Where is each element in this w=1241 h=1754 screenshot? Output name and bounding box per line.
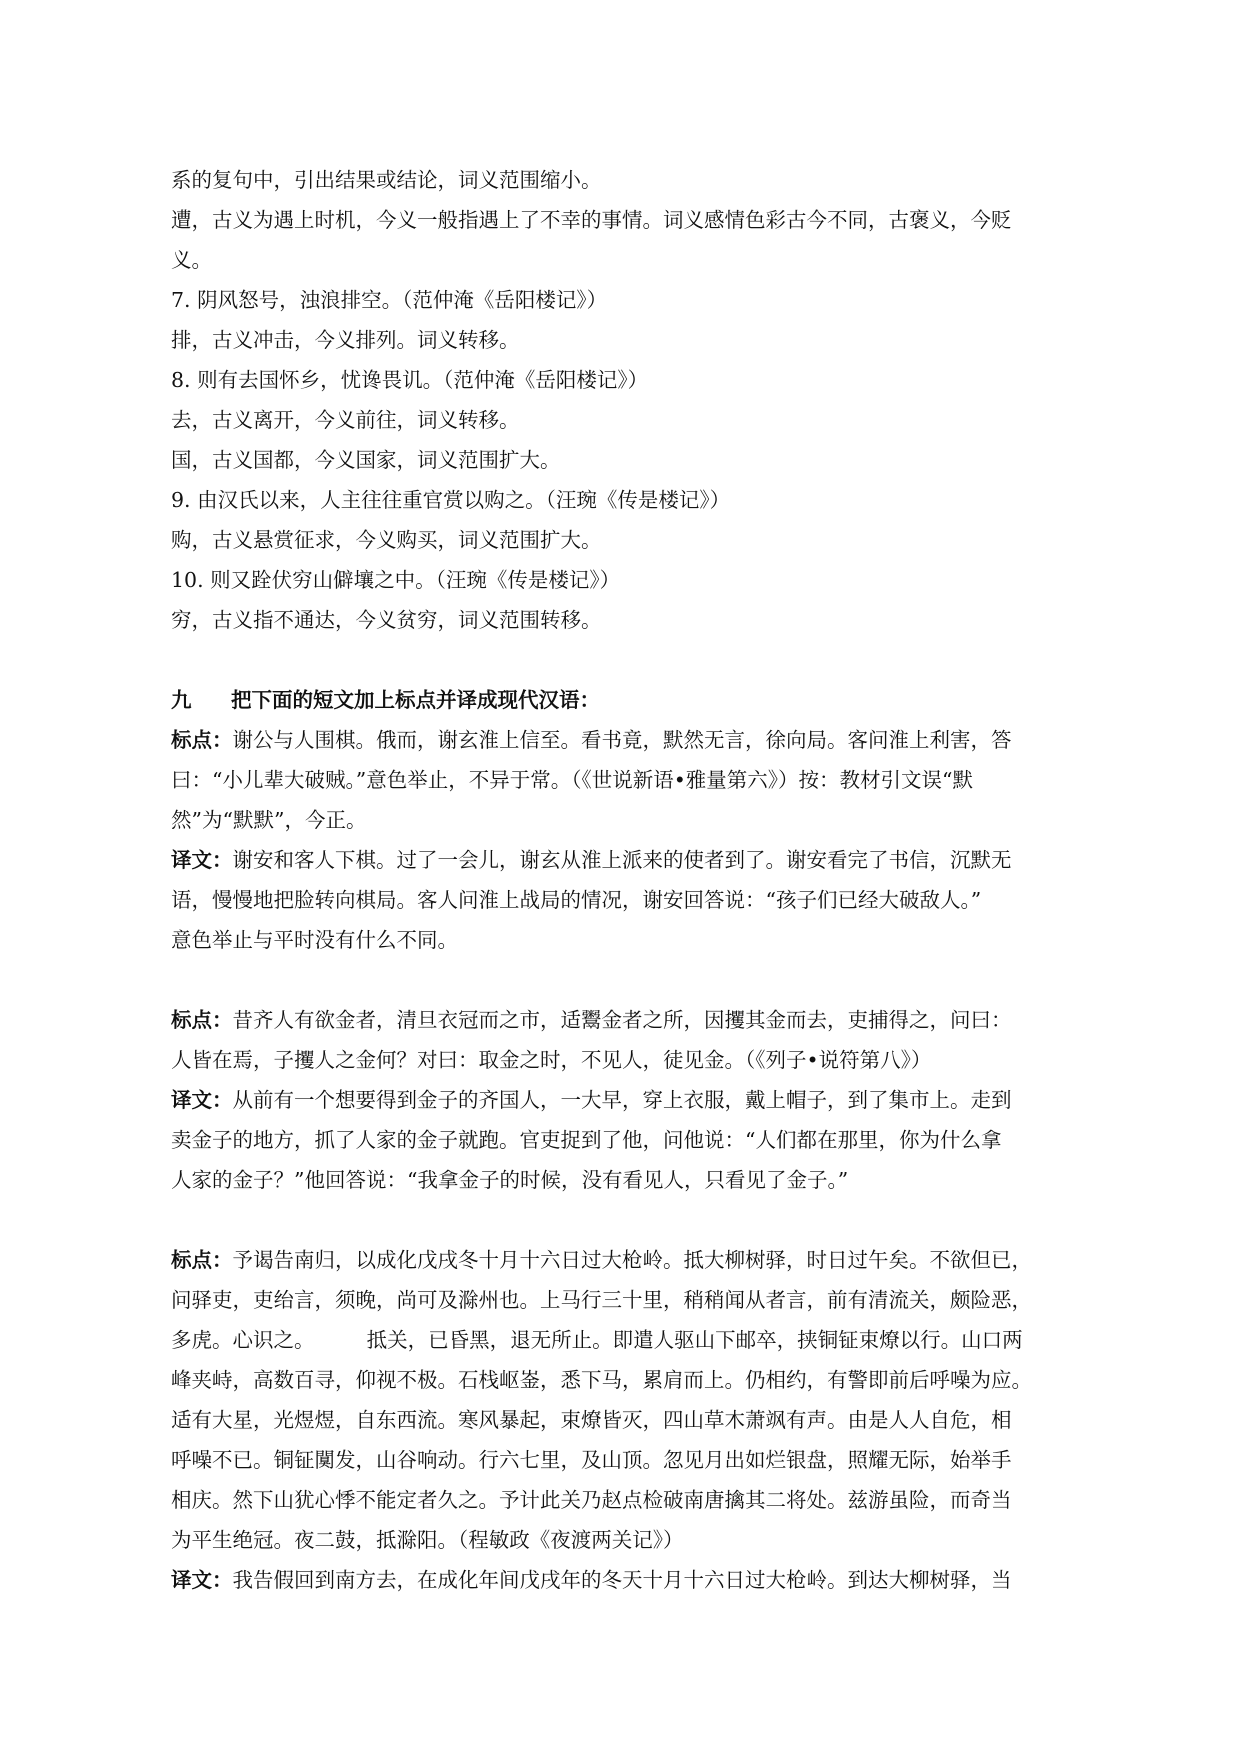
punct-text: 谢公与人围棋。俄而，谢玄淮上信至。看书竟，默然无言，徐向局。客问淮上利害，答: [232, 728, 1012, 752]
text-line: 遭，古义为遇上时机，今义一般指遇上了不幸的事情。词义感情色彩古今不同，古褒义，今贬: [171, 208, 1012, 232]
text-line: 卖金子的地方，抓了人家的金子就跑。官吏捉到了他，问他说：“人们都在那里，你为什么拿: [171, 1128, 1002, 1152]
trans-label: 译文：: [171, 1568, 233, 1592]
trans-text: 从前有一个想要得到金子的齐国人，一大早，穿上衣服，戴上帽子，到了集市上。走到: [232, 1088, 1012, 1112]
text-line: 相庆。然下山犹心悸不能定者久之。予计此关乃赵点检破南唐擒其二将处。兹游虽险，而奇当: [171, 1488, 1012, 1512]
passage-2: [171, 1000, 1079, 1200]
text-line: 呼噪不已。铜钲闃发，山谷响动。行六七里，及山顶。忽见月出如烂银盘，照耀无际，始举手: [171, 1448, 1012, 1472]
text-line: 问驿吏，吏绐言，须晚，尚可及滁州也。上马行三十里，稍稍闻从者言，前有清流关，颇险恶，: [171, 1288, 1032, 1312]
text-line: 意色举止与平时没有什么不同。: [171, 928, 458, 952]
punct-label: 标点：: [171, 728, 233, 752]
text-line: 国，古义国都，今义国家，词义范围扩大。: [171, 448, 561, 472]
text-line: 曰：“小儿辈大破贼。”意色举止，不异于常。（《世说新语•雅量第六》）按：教材引文误“默: [171, 768, 974, 792]
punct-line: [171, 1240, 1079, 1280]
spacer: [171, 960, 1079, 1000]
text-line: 适有大星，光煜煜，自东西流。寒风暴起，束燎皆灭，四山草木萧飒有声。由是人人自危，相: [171, 1408, 1012, 1432]
punct-text: 予谒告南归，以成化戊戌冬十月十六日过大枪岭。抵大柳树驿，时日过午矣。不欲但已，: [232, 1248, 1032, 1272]
text-line: 7. 阴风怒号，浊浪排空。（范仲淹《岳阳楼记》）: [171, 288, 608, 312]
text-line: 语，慢慢地把脸转向棋局。客人问淮上战局的情况，谢安回答说：“孩子们已经大破敌人。”: [171, 888, 982, 912]
text-line: 9. 由汉氏以来，人主往往重官赏以购之。（汪琬《传是楼记》）: [171, 488, 731, 512]
punct-line: [171, 1000, 1079, 1040]
text-line: 人家的金子？”他回答说：“我拿金子的时候，没有看见人，只看见了金子。”: [171, 1168, 849, 1192]
section-word-meanings: [171, 160, 1079, 640]
spacer: [171, 640, 1079, 680]
section-heading: [171, 680, 1079, 720]
trans-label: 译文：: [171, 1088, 233, 1112]
trans-text: 我告假回到南方去，在成化年间戊戌年的冬天十月十六日过大枪岭。到达大柳树驿，当: [232, 1568, 1012, 1592]
text-line: 8. 则有去国怀乡，忧谗畏讥。（范仲淹《岳阳楼记》）: [171, 368, 649, 392]
document-body: [171, 160, 1079, 1600]
section-number: 九: [171, 688, 192, 712]
text-line: 穷，古义指不通达，今义贫穷，词义范围转移。: [171, 608, 602, 632]
passage-1: [171, 720, 1079, 960]
text-line: 系的复句中，引出结果或结论，词义范围缩小。: [171, 168, 602, 192]
trans-line: [171, 840, 1079, 880]
text-line: 排，古义冲击，今义排列。词义转移。: [171, 328, 520, 352]
punct-text: 昔齐人有欲金者，清旦衣冠而之市，适鬻金者之所，因攫其金而去，吏捕得之，问曰：: [232, 1008, 1012, 1032]
text-line: 然”为“默默”，今正。: [171, 808, 367, 832]
spacer: [171, 1200, 1079, 1240]
trans-text: 谢安和客人下棋。过了一会儿，谢玄从淮上派来的使者到了。谢安看完了书信，沉默无: [232, 848, 1012, 872]
text-line: 10. 则又跧伏穷山僻壤之中。（汪琬《传是楼记》）: [171, 568, 621, 592]
text-line: 人皆在焉，子攫人之金何？对曰：取金之时，不见人，徒见金。（《列子•说符第八》）: [171, 1048, 932, 1072]
passage-3: [171, 1240, 1079, 1600]
text-line: 为平生绝冠。夜二鼓，抵滁阳。（程敏政《夜渡两关记》）: [171, 1528, 684, 1552]
text-line: 峰夹峙，高数百寻，仰视不极。石栈岖崟，悉下马，累肩而上。仍相约，有警即前后呼噪为应。: [171, 1368, 1032, 1392]
punct-label: 标点：: [171, 1248, 233, 1272]
text-line: 去，古义离开，今义前往，词义转移。: [171, 408, 520, 432]
trans-line: [171, 1560, 1079, 1600]
punct-line: [171, 720, 1079, 760]
text-line: 多虎。心识之。 抵关，已昏黑，退无所止。即遣人驱山下邮卒，挟铜钲束燎以行。山口两: [171, 1328, 1023, 1352]
text-line: 义。: [171, 248, 212, 272]
section-title: 把下面的短文加上标点并译成现代汉语：: [231, 688, 600, 712]
punct-label: 标点：: [171, 1008, 233, 1032]
text-line: 购，古义悬赏征求，今义购买，词义范围扩大。: [171, 528, 602, 552]
trans-label: 译文：: [171, 848, 233, 872]
trans-line: [171, 1080, 1079, 1120]
